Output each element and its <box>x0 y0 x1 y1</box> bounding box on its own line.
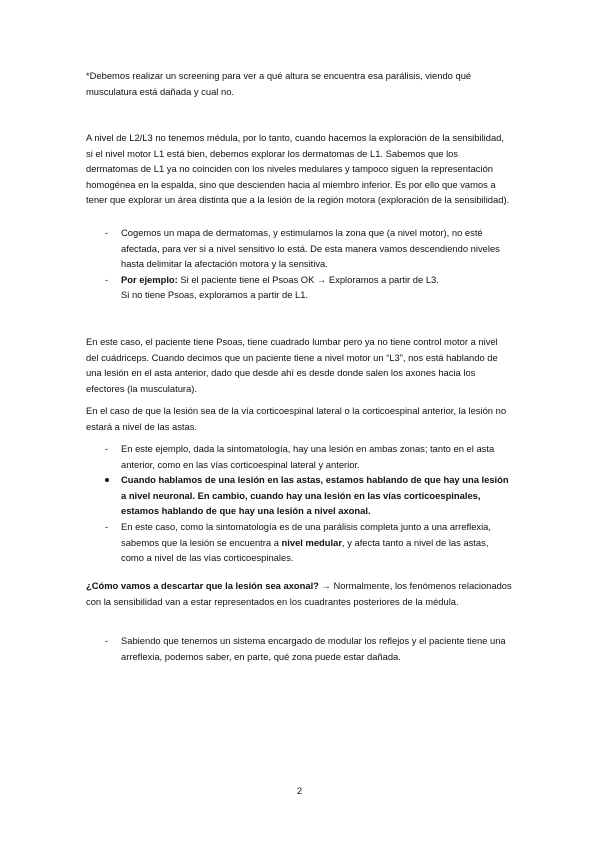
list-item <box>86 272 512 303</box>
dermatome-list <box>86 225 512 303</box>
pathway-section <box>86 403 512 434</box>
list-item <box>86 472 512 519</box>
list-item-text-bold: Cuando hablamos de una lesión en las astas, estamos hablando de que hay una lesión a nivel neuronal. En cambio, cuando hay una lesión en las vías corticoespinales, estamos hablando de que hay una lesión a nivel axonal. <box>121 474 509 517</box>
dash-marker: - <box>105 227 109 238</box>
dermatome-paragraph: A nivel de L2/L3 no tenemos médula, por lo tanto, cuando hacemos la exploración de la sensibilidad, si el nivel motor L1 está bien, debemos explorar los dermatomas de L1. Sabemos que los dermatomas de L1 ya no coinciden con los niveles medulares y tampoco siguen la representación homogénea en la espalda, sino que descienden hacia al miembro inferior. Es por ello que vamos a tener que explorar un área distinta que a la lesión de la región motora (exploración de la sensibilidad). <box>86 132 510 206</box>
page-number: 2 <box>296 786 303 797</box>
case-section <box>86 334 512 396</box>
list-item-text: Si el paciente tiene el Psoas OK → Exploramos a partir de L3. <box>177 273 439 285</box>
list-item <box>86 441 512 472</box>
reflex-list <box>86 633 512 664</box>
axonal-section <box>86 578 512 609</box>
list-item <box>86 519 512 566</box>
list-item-text: Cogemos un mapa de dermatomas, y estimulamos la zona que (a nivel motor), no esté afectada, para ver si a nivel sensitivo lo está. De esta manera vamos descendiendo niveles hasta delimitar la afectación motora y la sensitiva. <box>121 227 500 270</box>
list-item-text: Sabiendo que tenemos un sistema encargado de modular los reflejos y el paciente tiene una arreflexia, podemos saber, en parte, qué zona puede estar dañada. <box>121 635 506 662</box>
list-item-text-secondary: Si no tiene Psoas, exploramos a partir de L1. <box>121 289 309 301</box>
sensitivity-section <box>86 130 512 208</box>
case-paragraph: En este caso, el paciente tiene Psoas, tiene cuadrado lumbar pero ya no tiene control motor a nivel del cuádriceps. Cuando decimos que un paciente tiene a nivel motor un “L3”, nos está hablando de una lesión en el asta anterior, dado que desde ahí es desde donde salen los axones hacia los efectores (la musculatura). <box>86 336 498 394</box>
axonal-paragraph <box>86 578 512 609</box>
intro-paragraph: *Debemos realizar un screening para ver a qué altura se encuentra esa parálisis, viendo qué musculatura está dañada y cual no. <box>86 70 472 97</box>
medullary-level-text: nivel medular <box>281 536 342 548</box>
bullet-marker <box>105 478 109 482</box>
dash-marker: - <box>105 520 109 532</box>
intro-section <box>86 68 512 99</box>
example-label: Por ejemplo: <box>121 273 178 285</box>
list-item-text: En este ejemplo, dada la sintomatología, hay una lesión en ambas zonas; tanto en el asta anterior, como en las vías corticoespinal lateral y anterior. <box>121 443 495 470</box>
list-item-text-end: , y afecta tanto a nivel de las astas, como a nivel de las vías corticoespinales. <box>121 536 489 564</box>
axonal-answer: → Normalmente, los fenómenos relacionados con la sensibilidad van a estar representados en los cuadrantes posteriores de la médula. <box>86 580 512 607</box>
list-item <box>86 225 512 272</box>
lesion-list <box>86 441 512 566</box>
axonal-question: ¿Cómo vamos a descartar que la lesión sea axonal? <box>86 580 319 591</box>
dash-marker: - <box>105 273 109 285</box>
dash-marker: - <box>105 443 109 454</box>
dash-marker: - <box>105 635 109 646</box>
list-item-text: En este caso, como la sintomatología es de una parálisis completa junto a una arreflexia, sabemos que la lesión se encuentra a <box>121 520 492 548</box>
list-item <box>86 633 512 664</box>
pathway-paragraph: En el caso de que la lesión sea de la vía corticoespinal lateral o la corticoespinal anterior, la lesión no estará a nivel de las astas. <box>86 405 507 432</box>
